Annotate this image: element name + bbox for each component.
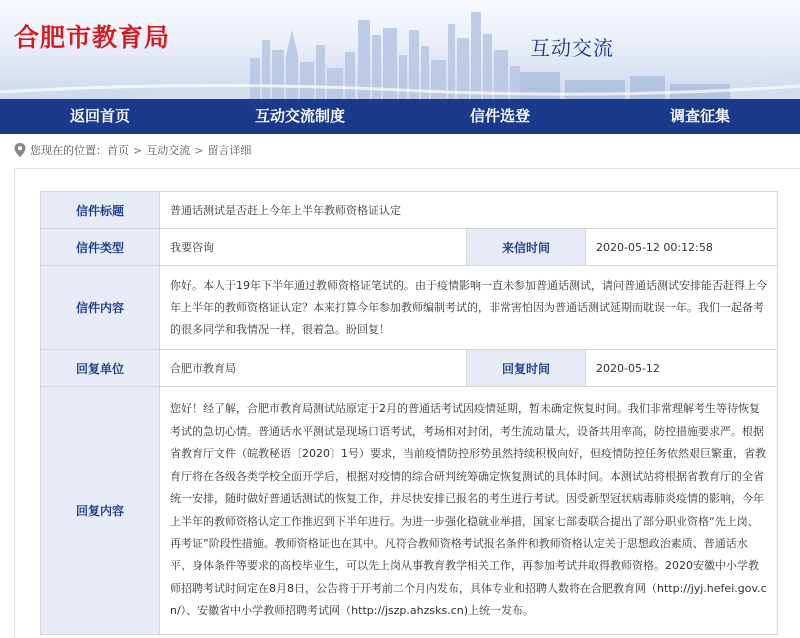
breadcrumb-current: 留言详细	[207, 144, 252, 157]
letter-time: 2020-05-12 00:12:58	[586, 229, 778, 266]
table-row	[41, 192, 778, 229]
reply-content: 您好！经了解，合肥市教育局测试站原定于2月的普通话考试因疫情延期，暂未确定恢复时间。我们非常理解考生等待恢复考试的急切心情。普通话水平测试是现场口语考试，考场相对封闭，考生流动量大，设备共用率高，防控措施要求严。根据省教育厅文件（皖教秘语〔2020〕1号）要求，当前疫情防控形势虽然持续积极向好，但疫情防控任务依然艰巨繁重，省教育厅将在各级各类学校全面开学后，根据对疫情的综合研判统筹确定恢复测试的具体时间。本测试站将根据省教育厅的全省统一安排，随时做好普通话测试的恢复工作，并尽快安排已报名的考生进行考试。因受新型冠状病毒肺炎疫情的影响，今年上半年的教师资格认定工作推迟到下半年进行。为进一步强化稳就业举措，国家七部委联合提出了部分职业资格“先上岗、再考证”阶段性措施。教师资格证也在其中。凡符合教师资格考试报名条件和教师资格认定关于思想政治素质、普通话水平、身体条件等要求的高校毕业生，可以先上岗从事教育教学相关工作，再参加考试并取得教师资格。2020安徽中小学教师招聘考试时间定在8月8日，公告将于开考前二个月内发布，具体专业和招聘人数将在合肥教育网（http://jyj.hefei.gov.cn/）、安徽省中小学教师招聘考试网（http://jszp.ahzsks.cn)上统一发布。	[160, 387, 778, 635]
reply-unit: 合肥市教育局	[160, 350, 467, 387]
header-banner	[0, 0, 800, 99]
letter-type: 我要咨询	[160, 229, 467, 266]
reply-time-label: 回复时间	[467, 350, 586, 387]
site-title: 合肥市教育局	[14, 23, 171, 52]
letter-title-label: 信件标题	[41, 192, 160, 229]
breadcrumb-exchange[interactable]: 互动交流	[146, 144, 191, 157]
table-row	[41, 350, 778, 387]
letter-detail-table	[40, 191, 778, 635]
table-row	[41, 387, 778, 635]
nav-survey[interactable]: 调查征集	[669, 107, 730, 125]
table-row	[41, 266, 778, 350]
letter-detail-card	[14, 168, 800, 638]
reply-content-label: 回复内容	[41, 387, 160, 635]
location-pin-icon	[14, 143, 26, 157]
letter-type-label: 信件类型	[41, 229, 160, 266]
breadcrumb-separator: >	[133, 143, 143, 157]
breadcrumb-home[interactable]: 首页	[107, 144, 129, 157]
main-nav	[0, 99, 800, 134]
letter-time-label: 来信时间	[467, 229, 586, 266]
reply-time: 2020-05-12	[586, 350, 778, 387]
nav-home[interactable]: 返回首页	[69, 107, 130, 125]
section-title: 互动交流	[530, 36, 614, 60]
breadcrumb-separator: >	[194, 143, 204, 157]
nav-exchange-rules[interactable]: 互动交流制度	[254, 107, 345, 125]
letter-title: 普通话测试是否赶上今年上半年教师资格证认定	[160, 192, 778, 229]
reply-unit-label: 回复单位	[41, 350, 160, 387]
breadcrumb	[14, 141, 251, 159]
breadcrumb-prefix: 您现在的位置：	[30, 144, 107, 157]
table-row	[41, 229, 778, 266]
nav-letters[interactable]: 信件选登	[469, 107, 530, 125]
letter-content-label: 信件内容	[41, 266, 160, 350]
letter-content: 你好。本人于19年下半年通过教师资格证笔试的。由于疫情影响一直未参加普通话测试，请问普通话测试安排能否赶得上今年上半年的教师资格证认定？本来打算今年参加教师编制考试的，非常害怕因为普通话测试延期而耽误一年。我们一起备考的很多同学和我情况一样，很着急。盼回复！	[160, 266, 778, 350]
